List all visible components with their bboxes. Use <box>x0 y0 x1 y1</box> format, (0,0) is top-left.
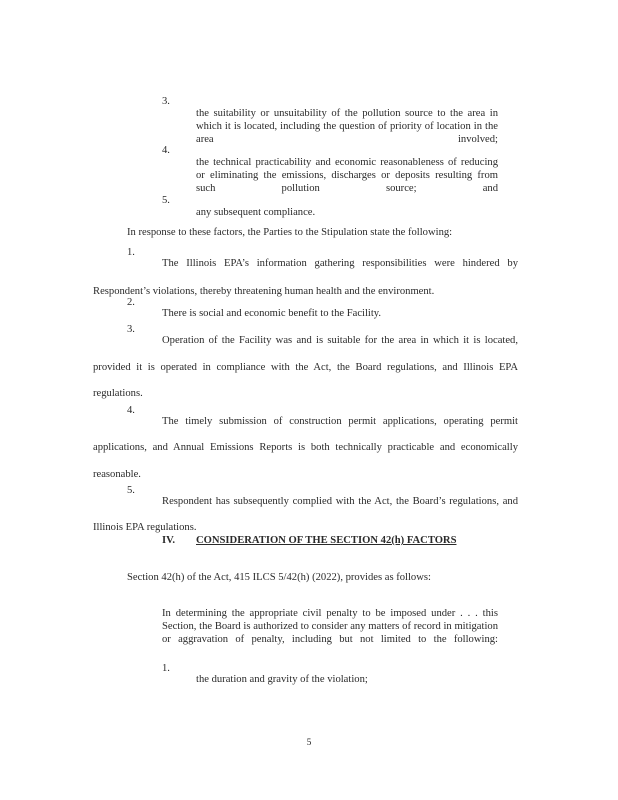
response-text: There is social and economic benefit to the Facility. <box>162 307 382 319</box>
quote-list-text: the duration and gravity of the violation; <box>196 673 368 685</box>
response-text: applications, and Annual Emissions Reports is both technically practicable and economically <box>93 441 518 453</box>
list-item-text: the technical practicability and economic reasonableness of reducing or eliminating the emissions, discharges or deposits resulting from such pollution source; and <box>196 156 498 194</box>
section-title: CONSIDERATION OF THE SECTION 42(h) FACTORS <box>196 535 457 546</box>
response-intro: In response to these factors, the Parties to the Stipulation state the following: <box>127 226 453 238</box>
page-number: 5 <box>306 738 312 748</box>
response-number: 3. <box>127 324 135 335</box>
response-text: Respondent’s violations, thereby threatening human health and the environment. <box>93 285 435 297</box>
response-text: reasonable. <box>93 468 141 480</box>
list-item-text: any subsequent compliance. <box>196 206 316 218</box>
response-number: 4. <box>127 405 135 416</box>
response-text: Respondent has subsequently complied with the Act, the Board’s regulations, and <box>162 495 518 507</box>
response-text: Operation of the Facility was and is suitable for the area in which it is located, <box>162 334 518 346</box>
quote-list-number: 1. <box>162 663 170 674</box>
section-numeral: IV. <box>162 535 176 546</box>
list-item-number: 5. <box>162 195 170 206</box>
response-text: Illinois EPA regulations. <box>93 521 197 533</box>
response-number: 2. <box>127 297 135 308</box>
list-item-number: 3. <box>162 96 170 107</box>
response-text: provided it is operated in compliance with the Act, the Board regulations, and Illinois EPA <box>93 361 518 373</box>
block-quote: In determining the appropriate civil penalty to be imposed under . . . this Section, the Board is authorized to consider any matters of record in mitigation or aggravation of penalty, including but not limited to the following: <box>162 607 498 645</box>
section-intro: Section 42(h) of the Act, 415 ILCS 5/42(h) (2022), provides as follows: <box>127 571 431 583</box>
response-number: 5. <box>127 485 135 496</box>
response-number: 1. <box>127 247 135 258</box>
list-item-text: the suitability or unsuitability of the pollution source to the area in which it is located, including the question of priority of location in the area involved; <box>196 107 498 145</box>
response-text: The Illinois EPA’s information gathering responsibilities were hindered by <box>162 257 518 269</box>
response-text: The timely submission of construction permit applications, operating permit <box>162 415 518 427</box>
list-item-number: 4. <box>162 145 170 156</box>
response-text: regulations. <box>93 387 143 399</box>
